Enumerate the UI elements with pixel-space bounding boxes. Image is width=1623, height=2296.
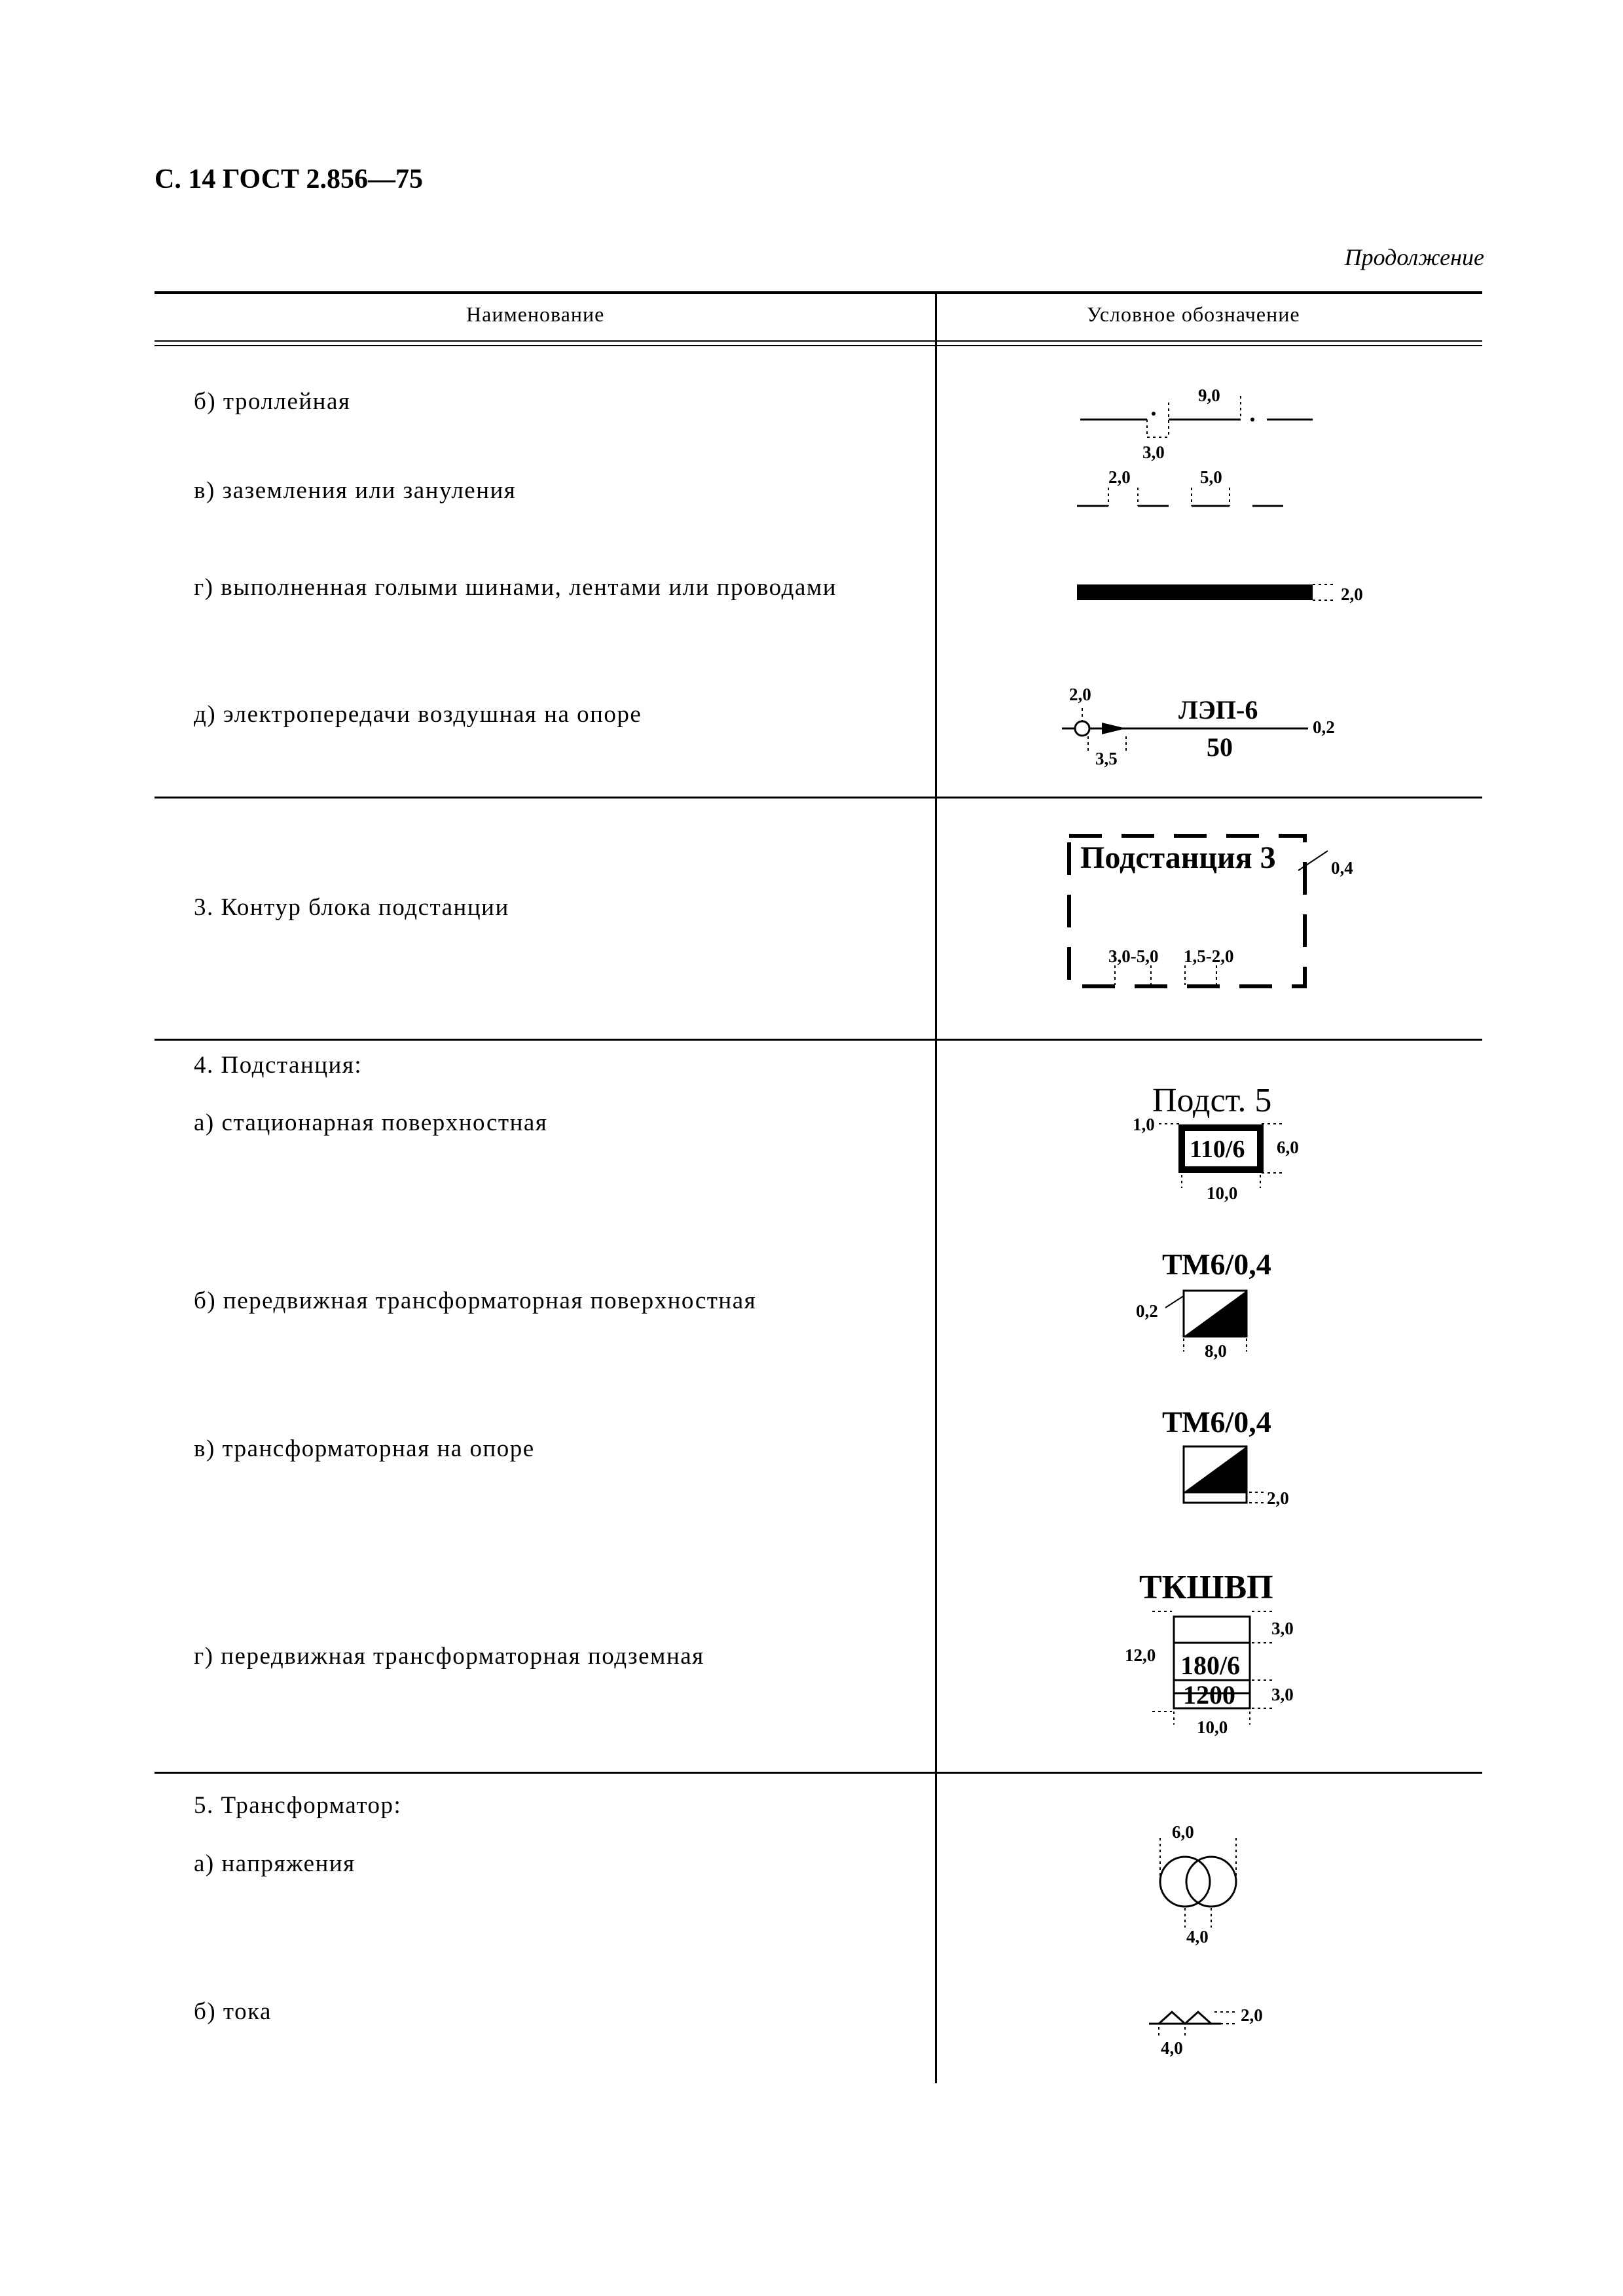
- row-current-transformer: б) тока: [194, 1998, 272, 2025]
- mobile-transformer-dim-width: 8,0: [1205, 1341, 1227, 1361]
- pole-transformer-dim-base: 2,0: [1267, 1488, 1289, 1508]
- row-grounding: в) заземления или зануления: [194, 477, 517, 504]
- row-trolley: б) троллейная: [194, 388, 351, 415]
- continuation-label: Продолжение: [1344, 244, 1484, 270]
- row-overhead-line: д) электропередачи воздушная на опоре: [194, 701, 642, 728]
- current-transformer-dim-height: 2,0: [1241, 2005, 1263, 2025]
- column-header-symbol: Условное обозначение: [1087, 302, 1300, 326]
- substation-fixed-title: Подст. 5: [1152, 1082, 1272, 1119]
- overhead-dim-circle: 2,0: [1069, 685, 1091, 704]
- overhead-dim-line: 0,2: [1313, 717, 1335, 737]
- bare-bus-dim: 2,0: [1341, 584, 1363, 604]
- row-substation-pole: в) трансформаторная на опоре: [194, 1435, 535, 1462]
- underground-transformer-dim-width: 10,0: [1197, 1717, 1228, 1737]
- substation-fixed-dim-border: 1,0: [1133, 1115, 1155, 1134]
- row-block-contour: 3. Контур блока подстанции: [194, 894, 509, 921]
- row-substation-mobile: б) передвижная трансформаторная поверхностная: [194, 1287, 757, 1314]
- overhead-label-top: ЛЭП-6: [1178, 695, 1258, 725]
- column-header-name: Наименование: [466, 302, 605, 326]
- pole-transformer-symbol: [1184, 1446, 1267, 1503]
- underground-transformer-label-top: 180/6: [1180, 1651, 1241, 1680]
- grounding-dim-b: 5,0: [1200, 467, 1222, 487]
- bare-bus-symbol: [1077, 584, 1336, 600]
- row-transformer-heading: 5. Трансформатор:: [194, 1792, 402, 1819]
- overhead-dim-arrow: 3,5: [1095, 749, 1118, 768]
- voltage-transformer-dim-diameter: 6,0: [1172, 1822, 1194, 1842]
- mobile-transformer-dim-line: 0,2: [1136, 1301, 1158, 1321]
- trolley-line-symbol: [1080, 396, 1313, 437]
- voltage-transformer-dim-offset: 4,0: [1186, 1927, 1209, 1946]
- underground-transformer-dim-bottom: 3,0: [1271, 1685, 1294, 1704]
- substation-fixed-box-label: 110/6: [1190, 1136, 1245, 1163]
- row-substation-heading: 4. Подстанция:: [194, 1052, 363, 1079]
- underground-transformer-dim-height: 12,0: [1125, 1645, 1156, 1665]
- substation-fixed-dim-height: 6,0: [1277, 1138, 1299, 1157]
- current-transformer-dim-width: 4,0: [1161, 2038, 1183, 2058]
- grounding-dim-a: 2,0: [1108, 467, 1131, 487]
- page-header: С. 14 ГОСТ 2.856—75: [155, 164, 424, 194]
- block-contour-dim-gap: 1,5-2,0: [1184, 946, 1234, 966]
- underground-transformer-title: ТКШВП: [1139, 1569, 1273, 1606]
- trolley-dim-bottom: 3,0: [1142, 442, 1165, 462]
- row-voltage-transformer: а) напряжения: [194, 1850, 356, 1877]
- substation-fixed-dim-width: 10,0: [1207, 1183, 1238, 1203]
- current-transformer-symbol: [1149, 2012, 1237, 2037]
- pole-transformer-title: ТМ6/0,4: [1162, 1405, 1271, 1439]
- row-substation-underground: г) передвижная трансформаторная подземная: [194, 1643, 704, 1670]
- block-contour-dim-dash: 3,0-5,0: [1108, 946, 1159, 966]
- row-substation-fixed: а) стационарная поверхностная: [194, 1109, 548, 1136]
- block-contour-title: Подстанция 3: [1080, 840, 1276, 875]
- underground-transformer-dim-top: 3,0: [1271, 1619, 1294, 1638]
- trolley-dim-top: 9,0: [1198, 386, 1220, 405]
- mobile-transformer-title: ТМ6/0,4: [1162, 1247, 1271, 1281]
- grounding-line-symbol: [1077, 488, 1283, 506]
- block-contour-dim-line: 0,4: [1331, 858, 1353, 878]
- overhead-label-bottom: 50: [1207, 732, 1233, 762]
- row-bare-bus: г) выполненная голыми шинами, лентами или проводами: [194, 574, 837, 601]
- underground-transformer-label-bottom: 1200: [1183, 1680, 1235, 1710]
- voltage-transformer-symbol: [1160, 1838, 1236, 1928]
